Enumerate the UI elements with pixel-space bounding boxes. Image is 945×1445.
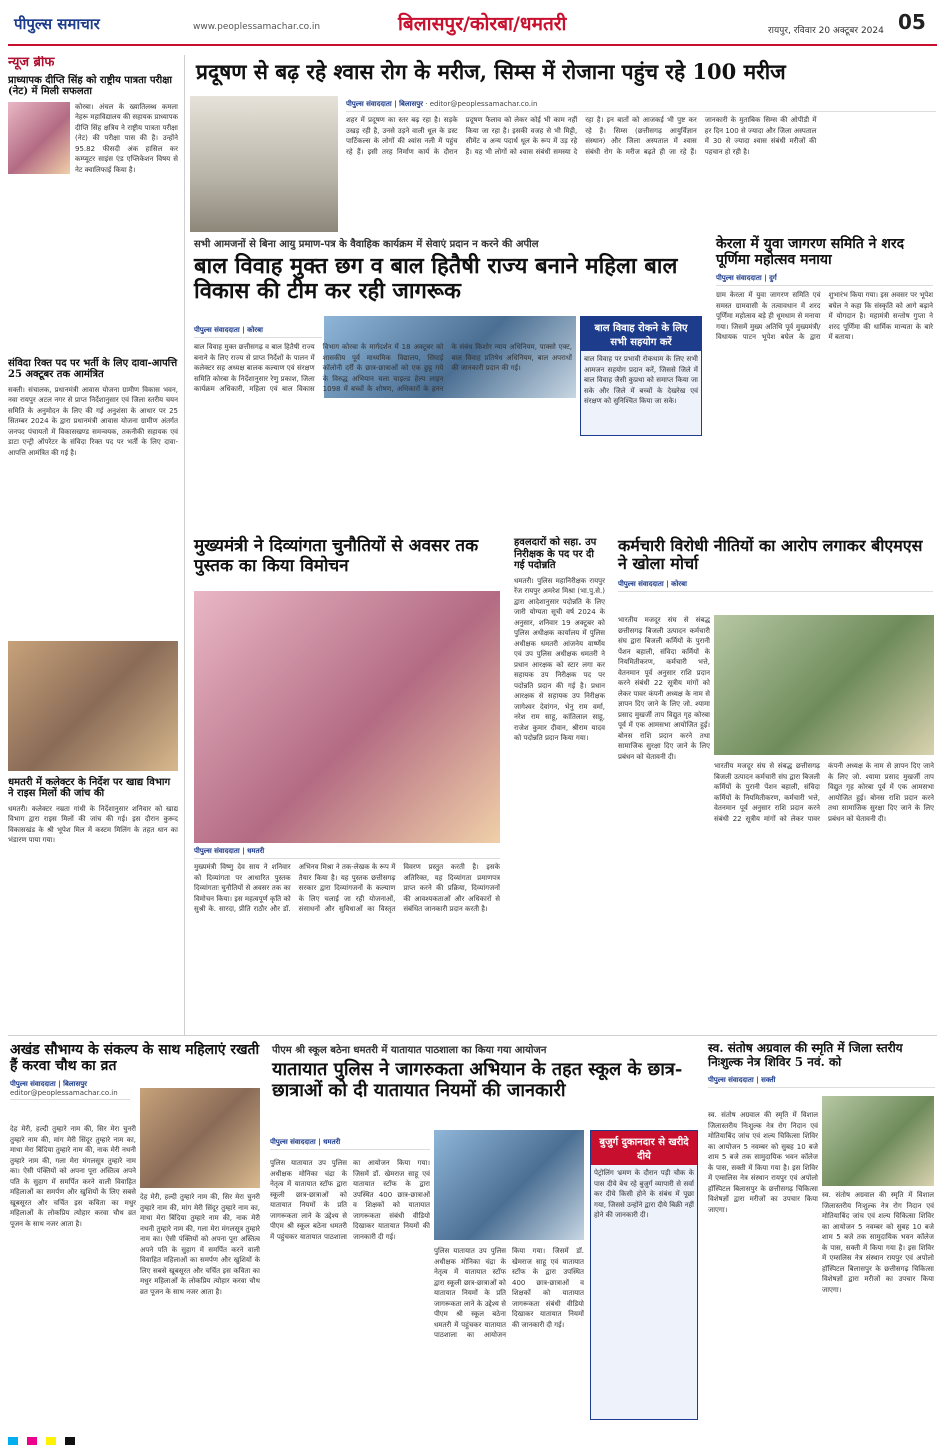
page-number: 05	[898, 10, 926, 34]
traffic-body-right: पुलिस यातायात उप पुलिस अधीक्षक मोनिका चंद्रा के नेतृत्व में यातायात स्टॉफ द्वारा स्कूली छात्र-छात्राओं को यातायात नियमों के प्रति जागरूकता लाने के उद्देश्य से पीएम श्री स्कूल बठेना धमतरी में पहुंचकर यातायात पाठशाला का आयोजन किया गया। जिसमें डॉ. खेमराज साहू एवं यातायात स्टॉफ के द्वारा उपस्थित 400 छात्र-छात्राओं व शिक्षकों को यातायात जागरूकता संबंधी वीडियो दिखाकर यातायात नियमों की जानकारी दी गई।	[434, 1247, 584, 1339]
karwa-headline[interactable]: अखंड सौभाग्य के संकल्प के साथ महिलाएं रखती हैं करवा चौथ का व्रत	[10, 1042, 260, 1075]
karwa-body-left: देह मेरी, हल्दी तुम्हारे नाम की, सिर मेरा चुनरी तुम्हारे नाम की, मांग मेरी सिंदूर तुम्हारे नाम का, माथा मेरा बिंदिया तुम्हारे नाम की, नाक मेरी नथनी तुम्हारे नाम की, गला मेरा मंगलसूत्र तुम्हारे नाम का। ऐसी पंक्तियों को अपना पूरा अस्तित्व अपने पति के सुहाग में समर्पित करने वाली विवाहित महिलाओं का समर्पण और खुशियों के लिए सबसे खूबसूरत और चर्चित इस कविता का मधुर महिलाओं के लोकप्रिय त्योहार करवा चौथ व्रत पूजन के साथ नजर आता है।	[10, 1125, 136, 1228]
pollution-photo	[190, 96, 338, 232]
protest-photo	[714, 615, 934, 755]
bms-body-left: भारतीय मजदूर संघ से संबद्ध छत्तीसगढ़ बिजली उत्पादन कर्मचारी संघ द्वारा बिजली कर्मियों के पुरानी पेंशन बहाली, संविदा कर्मियों के नियमितीकरण, कर्मचारी भत्ते, वेतनमान पूर्व अनुसार राशि प्रदान करने संबंधी 22 सूत्रीय मांगों को लेकर पावर कंपनी अध्यक्ष के नाम से ज्ञापन दिए जाने के लिए जो. श्यामा प्रसाद मुखर्जी ताप विद्युत गृह कोरबा पूर्व में एक आमसभा आयोजित हुई। बोनस राशि प्रदान करने तथा सामाजिक सुरक्षा दिए जाने के लिए प्रबंधन को चेतावनी दी।	[618, 616, 710, 761]
brief-2-body: सक्ती। संचालक, प्रधानमंत्री आवास योजना ग्रामीण विकास भवन, नवा रायपुर अटल नगर से प्राप्त निर्देशानुसार एवं जिला स्तरीय चयन समिति के अनुमोदन के लिए की गई अनुशंसा के आधार पर 25 सितम्बर 2024 के द्वारा प्रधानमंत्री आवास योजना ग्रामीण अंतर्गत जनपद पंचायतों में विकासखण्ड समन्वयक, तकनीकी सहायक एवं डाटा एन्ट्री ऑपरेटर के संविदा रिक्त पद पर भर्ती के लिए दावा-आपत्ति आमंत्रित की गई है।	[8, 385, 178, 457]
traffic-callout	[590, 1130, 698, 1420]
child-marriage-body: बाल विवाह मुक्त छत्तीसगढ़ व बाल हितैषी राज्य बनाने के लिए राज्य से प्राप्त निर्देशों के पालन में कलेक्टर सह अध्यक्ष बालक कल्याण एवं संरक्षण समिति कोरबा के निर्देशानुसार रेणु प्रकाश, जिला कार्यक्रम अधिकारी, महिला एवं बाल विकास विभाग कोरबा के मार्गदर्शन में 18 अक्टूबर को शासकीय पूर्व माध्यमिक विद्यालय, सिंघाई कॉलोनी दर्री के छात्र-छात्राओं को एक छुट्ट गये के विरुद्ध अभियान चला चाइल्ड हेल्प लाइन 1098 में बच्चों के शोषण, अधिकारों के हनन के संबंध किशोर न्याय अधिनियम, पाक्सो एक्ट, बाल विवाह प्रतिषेध अधिनियम, बाल अपराधों की जानकारी प्रदान की गई।	[194, 343, 572, 393]
news-brief-column	[8, 56, 178, 1031]
brief-2-headline[interactable]: संविदा रिक्त पद पर भर्ती के लिए दावा-आपत्ति 25 अक्टूबर तक आमंत्रित	[8, 357, 178, 381]
lead-headline[interactable]: प्रदूषण से बढ़ रहे श्वास रोग के मरीज, सिम्स में रोजाना पहुंच रहे 100 मरीज	[196, 59, 786, 84]
eye-camp-byline: पीपुल्स संवाददाता | सक्ती	[708, 1076, 935, 1088]
brief-1-body: कोरबा। अंचल के ख्यातिलब्ध कमला नेहरू महाविद्यालय की सहायक प्राध्यापक दीप्ति सिंह क्षत्रिय ने राष्ट्रीय पात्रता परीक्षा (नेट) की परीक्षा पास की है। उन्होंने 95.82 फीसदी अंक हासिल कर कम्प्यूटर साइंस एंड एप्लिकेशन विषय से नेट क्वालिफाई किया है।	[75, 102, 178, 174]
lead-email[interactable]: editor@peoplessamachar.co.in	[429, 100, 538, 108]
eye-camp-photo	[822, 1096, 934, 1186]
bms-story	[614, 535, 937, 1030]
news-brief-tag: न्यूज ब्रीफ	[8, 56, 55, 70]
bms-headline[interactable]: कर्मचारी विरोधी नीतियों का आरोप लगाकर बीएमएस ने खोला मोर्चा	[618, 536, 923, 574]
cm-book-story	[190, 535, 505, 1030]
callout-title: बाल विवाह रोकने के लिए सभी सहयोग करें	[581, 317, 701, 351]
kerala-story	[712, 234, 937, 532]
child-marriage-story	[190, 234, 705, 532]
karwa-photo	[140, 1088, 260, 1188]
column-rule	[184, 55, 185, 1035]
traffic-callout-title: बुजुर्ग दुकानदार से खरीदे दीये	[591, 1131, 697, 1165]
traffic-kicker: पीएम श्री स्कूल बठेना धमतरी में यातायात पाठशाला का किया गया आयोजन	[272, 1045, 547, 1056]
book-launch-photo	[194, 591, 500, 843]
eye-camp-body-left: स्व. संतोष अग्रवाल की स्मृति में विशाल जिलास्तरीय निःशुल्क नेत्र रोग निदान एवं मोतियाबिंद जांच एवं शल्य चिकित्सा शिविर का आयोजन 5 नवम्बर को सुबह 10 बजे शाम 5 बजे तक सामुदायिक भवन कॉलेज के पास, सक्ती में किया गया है। इस शिविर में एम्सलिस नेत्र संस्थान रायपुर एवं अपोलो हॉस्पिटल बिलासपुर के छत्तीसगढ़ चिकित्सा विशेषज्ञों द्वारा मरीजों का उपचार किया जाएगा।	[708, 1111, 818, 1214]
bms-byline: पीपुल्स संवाददाता | कोरबा	[618, 580, 933, 592]
cm-book-body: मुख्यमंत्री विष्णु देव साय ने शनिवार को दिव्यांगता पर आधारित पुस्तक दिव्यांगताः चुनौतियों से अवसर तक का विमोचन किया। इस महत्वपूर्ण कृति को सुश्री के. सारदा, प्रीति राठौर और डॉ. अभिनव मिश्रा ने तक-लेखक के रूप में तैयार किया है। यह पुस्तक छत्तीसगढ़ सरकार द्वारा दिव्यांगजनों के कल्याण के लिए चलाई जा रही योजनाओं, संसाधनों और सुविधाओं का विस्तृत विवरण प्रस्तुत करती है। इसके अतिरिक्त, यह दिव्यांगता प्रमाणपत्र प्राप्त करने की प्रक्रिया, दिव्यांगजनों की आवश्यकताओं और अधिकारों से संबंधित जानकारी प्रदान करती है।	[194, 863, 500, 913]
traffic-story	[270, 1040, 700, 1425]
karwa-body-right: देह मेरी, हल्दी तुम्हारे नाम की, सिर मेरा चुनरी तुम्हारे नाम की, मांग मेरी सिंदूर तुम्हारे नाम का, माथा मेरा बिंदिया तुम्हारे नाम की, नाक मेरी नथनी तुम्हारे नाम की, गला मेरा मंगलसूत्र तुम्हारे नाम का। ऐसी पंक्तियों को अपना पूरा अस्तित्व अपने पति के सुहाग में समर्पित करने वाली विवाहित महिलाओं का समर्पण और खुशियों के लिए सबसे खूबसूरत और चर्चित इस कविता का मधुर महिलाओं के लोकप्रिय त्योहार करवा चौथ व्रत पूजन के साथ नजर आता है।	[140, 1193, 260, 1296]
brand-logo: पीपुल्स समाचार	[14, 15, 100, 33]
eye-camp-headline[interactable]: स्व. संतोष अग्रवाल की स्मृति में जिला स्तरीय निःशुल्क नेत्र शिविर 5 नवं. को	[708, 1041, 903, 1069]
cm-book-byline: पीपुल्स संवाददाता | धमतरी	[194, 847, 500, 859]
callout-body: बाल विवाह पर प्रभावी रोकथाम के लिए सभी आमजन सहयोग प्रदान करें, जिससे जिले में बाल विवाह जैसी कुप्रथा को समाप्त किया जा सके और जिले में बच्चों के देखरेख एवं संरक्षण को सुनिश्चित किया जा सके।	[584, 355, 698, 405]
child-marriage-headline[interactable]: बाल विवाह मुक्त छग व बाल हितैषी राज्य बनाने महिला बाल विकास की टीम कर रही जागरूक	[194, 253, 678, 305]
lead-byline: पीपुल्स संवाददाता | बिलासपुर · editor@peoplessamachar.co.in	[346, 100, 936, 112]
row-rule	[8, 1035, 937, 1036]
brief-1-portrait	[8, 102, 70, 174]
bms-body-right: भारतीय मजदूर संघ से संबद्ध छत्तीसगढ़ बिजली उत्पादन कर्मचारी संघ द्वारा बिजली कर्मियों के पुरानी पेंशन बहाली, संविदा कर्मियों के नियमितीकरण, कर्मचारी भत्ते, वेतनमान पूर्व अनुसार राशि प्रदान करने संबंधी 22 सूत्रीय मांगों को लेकर पावर कंपनी अध्यक्ष के नाम से ज्ञापन दिए जाने के लिए जो. श्यामा प्रसाद मुखर्जी ताप विद्युत गृह कोरबा पूर्व में एक आमसभा आयोजित हुई। बोनस राशि प्रदान करने तथा सामाजिक सुरक्षा दिए जाने के लिए प्रबंधन को चेतावनी दी।	[714, 762, 934, 823]
karwa-email[interactable]: editor@peoplessamachar.co.in	[10, 1089, 118, 1098]
karwa-story	[8, 1040, 263, 1425]
printer-color-marks	[8, 1430, 937, 1438]
traffic-callout-body: पेट्रोलिंग भ्रमण के दौरान पड़ी चौक के पास दीये बेच रहे बुजुर्ग व्यापारी से सर्वा कर दीये किसी होने के संबंध में पूछा गया, जिससे उन्होंने द्वारा दीये बिक्री नहीं होने की जानकारी दी।	[594, 1169, 694, 1219]
yellow-mark	[46, 1437, 56, 1445]
cm-book-headline[interactable]: मुख्यमंत्री ने दिव्यांगता चुनौतियों से अवसर तक पुस्तक का किया विमोचन	[194, 536, 479, 576]
eye-camp-story	[706, 1040, 937, 1425]
magenta-mark	[27, 1437, 37, 1445]
traffic-photo	[434, 1130, 584, 1240]
child-marriage-byline: पीपुल्स संवाददाता | कोरबा	[194, 326, 322, 338]
karwa-byline: पीपुल्स संवाददाता | बिलासपुर editor@peoplessamachar.co.in	[10, 1080, 130, 1100]
kerala-byline: पीपुल्स संवाददाता | दुर्ग	[716, 274, 933, 286]
brief-3-body: धमतरी। कलेक्टर नम्रता गांधी के निर्देशानुसार शनिवार को खाद्य विभाग द्वारा राइस मिलों की जांच की गई। इस दौरान कुरूद विकासखंड के श्री भूपेश मिल में कस्टम मिलिंग के तहत धान का भंडारण पाया गया।	[8, 804, 178, 845]
lead-body: शहर में प्रदूषण का स्तर बढ़ रहा है। सड़के उखड़ रही है, उनसे उड़ने वाली धूल के डस्ट पार्टिकल्स के लोगों की श्वांस नली में पहुंच रहे हैं। इसी तरह निर्माण कार्य के दौरान प्रदूषण फैलाव को लेकर कोई भी काम नहीं किया जा रहा है। इसकी वजह से भी मिट्टी, सीमेंट व अन्य पदार्थ धूल के रूप में उड़ रहे हैं। यह भी लोगों को श्वास संबंधी समस्या दे रहा है। इन बातों को आजकई भी पुष्ट कर रहे हैं। सिम्स (छत्तीसगढ़ आयुर्विज्ञान संस्थान) और जिला अस्पताल में श्वास संबंधी रोग के मरीज बढ़ते ही जा रहे हैं। जानकारी के मुताबिक सिम्स की ओपीडी में हर दिन 100 से ज्यादा और जिला अस्पताल में 30 से ज्यादा श्वास संबंधी मरीजों की पहचान हो रही है।	[346, 116, 817, 156]
child-marriage-callout	[580, 316, 702, 436]
police-story	[512, 535, 607, 1030]
child-marriage-kicker: सभी आमजनों से बिना आयु प्रमाण-पत्र के वैवाहिक कार्यक्रम में सेवाएं प्रदान न करने की अपील	[194, 239, 539, 250]
traffic-headline[interactable]: यातायात पुलिस ने जागरुकता अभियान के तहत स्कूल के छात्र-छात्राओं को दी यातायात नियमों की जानकारी	[272, 1059, 683, 1101]
site-url[interactable]: www.peoplessamachar.co.in	[193, 22, 321, 32]
brief-3-headline[interactable]: धमतरी में कलेक्टर के निर्देश पर खाद्य विभाग ने राइस मिलों की जांच की	[8, 776, 171, 800]
traffic-byline: पीपुल्स संवाददाता | धमतरी	[270, 1138, 430, 1150]
eye-camp-body-right: स्व. संतोष अग्रवाल की स्मृति में विशाल जिलास्तरीय निःशुल्क नेत्र रोग निदान एवं मोतियाबिंद जांच एवं शल्य चिकित्सा शिविर का आयोजन 5 नवम्बर को सुबह 10 बजे शाम 5 बजे तक सामुदायिक भवन कॉलेज के पास, सक्ती में किया गया है। इस शिविर में एम्सलिस नेत्र संस्थान रायपुर एवं अपोलो हॉस्पिटल बिलासपुर के छत्तीसगढ़ चिकित्सा विशेषज्ञों द्वारा मरीजों का उपचार किया जाएगा।	[822, 1191, 934, 1294]
brief-1-headline[interactable]: प्राध्यापक दीप्ति सिंह को राष्ट्रीय पात्रता परीक्षा (नेट) में मिली सफलता	[8, 74, 172, 98]
traffic-body-left: पुलिस यातायात उप पुलिस अधीक्षक मोनिका चंद्रा के नेतृत्व में यातायात स्टॉफ द्वारा स्कूली छात्र-छात्राओं को यातायात नियमों के प्रति जागरूकता लाने के उद्देश्य से पीएम श्री स्कूल बठेना धमतरी में पहुंचकर यातायात पाठशाला का आयोजन किया गया। जिसमें डॉ. खेमराज साहू एवं यातायात स्टॉफ के द्वारा उपस्थित 400 छात्र-छात्राओं व शिक्षकों को यातायात जागरूकता संबंधी वीडियो दिखाकर यातायात नियमों की जानकारी दी गई।	[270, 1159, 430, 1241]
section-title: बिलासपुर/कोरबा/धमतरी	[398, 13, 567, 35]
black-mark	[65, 1437, 75, 1445]
kerala-headline[interactable]: केरला में युवा जागरण समिति ने शरद पूर्णिमा महोत्सव मनाया	[716, 236, 905, 269]
cyan-mark	[8, 1437, 18, 1445]
masthead	[8, 8, 937, 46]
police-body: धमतरी। पुलिस महानिरीक्षक रायपुर रेंज रायपुर अमरेश मिश्रा (भा.पु.से.) द्वारा आदेशानुसार पदोन्नति के लिए जारी योग्यता सूची वर्ष 2024 के अनुसार, शनिवार 19 अक्टूबर को पुलिस अधीक्षक कार्यालय में पुलिस अधीक्षक धमतरी आंजनेय वार्ष्णेय एवं उप पुलिस अधीक्षक धमतरी ने प्रधान आरक्षक को स्टार लगा कर सहायक उप निरीक्षक पद पर पदोन्नति प्रदान की गई है। प्रधान आरक्षक से सहायक उप निरीक्षक जागेश्वर देवांगन, भेनु राम वर्मा, नरेश राम साहू, कांतिलाल साहू, राजेश कुमार दीवान, श्रीराम यादव को पदोन्नति प्रदान किया गया।	[514, 576, 605, 742]
dateline: रायपुर, रविवार 20 अक्टूबर 2024	[768, 26, 884, 36]
lead-story	[190, 56, 937, 234]
kerala-body: ग्राम केरला में युवा जागरण समिति एवं समस्त ग्रामवासी के तत्वावधान में शरद पूर्णिमा महोत्सव बड़े ही धूमधाम से मनाया गया। जिसमें मुख्य अतिथि पूर्व मुख्यमंत्री/विधायक पाटन भूपेश बघेल के द्वारा शुभारंभ किया गया। इस अवसर पर भूपेश बघेल ने कहा कि संस्कृति को आगे बढ़ाने में योगदान है। महामंत्री सन्तोष गुप्ता ने शरद पूर्णिमा की धार्मिक मान्यता के बारे में बताया।	[716, 291, 933, 342]
rice-mill-photo	[8, 641, 178, 771]
police-headline[interactable]: हवलदारों को सहा. उप निरीक्षक के पद पर दी गई पदोन्नति	[514, 537, 597, 571]
